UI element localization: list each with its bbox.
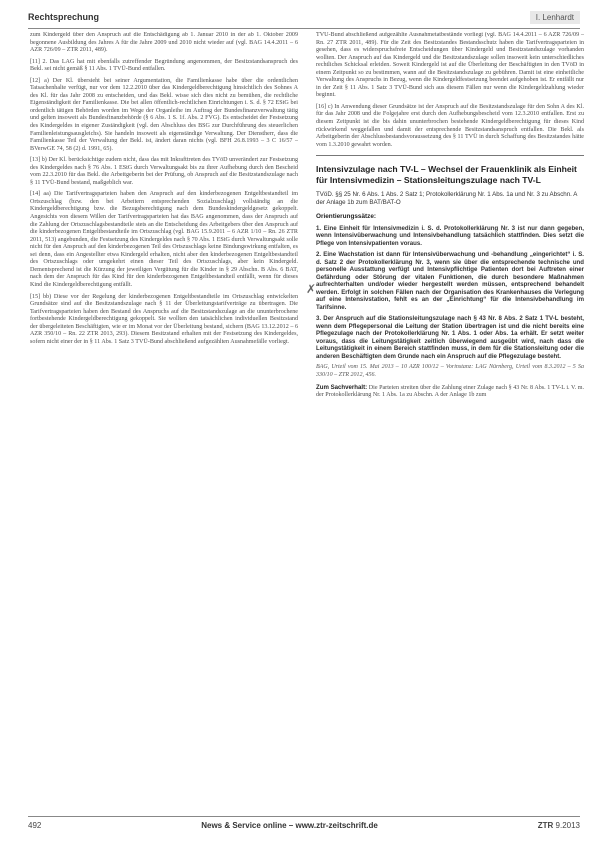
- article-divider: [316, 155, 584, 156]
- orientation-heading: Orientierungssätze:: [316, 213, 377, 221]
- right-column: [316, 32, 584, 812]
- paragraph: [13] b) Der Kl. berücksichtige zudem nicht, dass das mit Inkrafttreten des TVöD unverändert zur Festsetzung des Kindergeldes nach § 76 Abs. 1 EStG durch Verwaltungsakt bis zu ihrer Aufhebung durch den Bescheid vom 22.3.2010 für das Bekl. die Arbeitgeberin bei der Prüfung, ob Anspruch auf die Besitzstandszulage nach § 11 TVÜ-Bund bestand, maßgeblich war.: [30, 157, 298, 186]
- court-citation: BAG, Urteil vom 15. Mai 2013 – 10 AZR 100/12 – Vorinstanz: LAG Nürnberg, Urteil vom 8.3.2012 – 5 Sa 330/10 – ZTR 2012, 456.: [316, 364, 584, 378]
- paragraph: zum Kindergeld über den Anspruch auf die Entschädigung ab 1. Januar 2010 in der ab 1. Oktober 2009 begonnene Ausbildung des Jahres A für die Jahre 2009 und 2010 nicht wieder auf (vgl. BAG 14.4.2011 – 6 AZR 726/09 – ZTR 2011, 489).: [30, 32, 298, 54]
- paragraph: [11] 2. Das LAG hat mit ebenfalls zutreffender Begründung angenommen, der Besitzstandsanspruch des Bekl. sei nicht gemäß § 11 Abs. 1 TVÜ-Bund entfallen.: [30, 58, 298, 73]
- margin-check-mark: ✗: [306, 282, 317, 296]
- journal-name: ZTR: [537, 820, 554, 830]
- left-column: [30, 32, 298, 812]
- page-number: 492: [28, 820, 42, 830]
- leitsatz: 2. Eine Wachstation ist dann für Intensivüberwachung und -behandlung „eingerichtet“ i. S. d. Satz 2 der Protokollerklärung Nr. 3, wenn sie über die entsprechende technische und personelle Ausstattung verfügt und Intensivpflichtige Patienten dort bei Auftreten einer Gefährdung oder Störung der vitalen Funktionen, die durch besondere Maßnahmen aufrechterhalten und/oder wieder hergestellt werden müssen, entsprechend behandelt werden. Erfolgt in solchen Fällen nach der Organisation des Krankenhauses die Verlegung auf eine Intensivstation, fehlt es an der „Einrichtung“ für die Intensivbehandlung im Tarifsinne.: [316, 251, 584, 311]
- section-title: Rechtsprechung: [28, 12, 100, 22]
- footer-website: News & Service online – www.ztr-zeitschrift.de: [201, 820, 378, 830]
- paragraph: [15] bb) Diese vor der Regelung der kinderbezogenen Entgeltbestandteile im Ortszuschlag entwickelten Grundsätze sind auf die Besitzstandszulage nach § 11 der Überleitungstarifverträge zu übertragen. Die Tarifvertragsparteien haben den Bestand des Anspruchs auf die Besitzstandszulage an die ununterbrochene fortbestehende Kindergeldberechtigung gekoppelt. Sie wollten den tatsächlichen individuellen Besitzstand der übergeleiteten Beschäftigten, wie er im Monat vor der Überleitung bestand, sichern (BAG 13.12.2012 – 6 AZR 350/10 – Rn. 22 ZTR 2013, 293). Diesem Besitzstand erhalten mit der Festsetzung des Kindergeldes, sofern nicht einer der in § 11 Abs. 1 Satz 3 TVÜ-Bund abschließend aufgezählten Ausnahmefälle vorliegt.: [30, 293, 298, 345]
- leitsatz: 3. Der Anspruch auf die Stationsleitungszulage nach § 43 Nr. 8 Abs. 2 Satz 1 TV-L besteht, wenn dem Pflegepersonal die Leitung der Station übertragen ist und die nicht bereits eine Pflegezulage nach der Protokollerklärung Nr. 1 Abs. 1 oder Abs. 1a erhält. Er setzt weiter voraus, dass die Leitungstätigkeit zeitlich überwiegend ausgeübt wird, nach dass die Leitungstätigkeit in einem Bereich stattfinden muss, in dem für die Stationsleitung oder die anderen Beschäftigten dem Grunde nach ein Anspruch auf die Pflegezulage besteht.: [316, 315, 584, 360]
- paragraph: TVÜ-Bund abschließend aufgezählte Ausnahmetatbestände vorliegt (vgl. BAG 14.4.2011 – 6 AZR 726/09 – Rn. 27 ZTR 2011, 489). Für die Zeit des Besitzstandes Bestandsschutz haben die Tarifvertragsparteien in gesehen, dass es widerspruchsfreie Entscheidungen über Kindergeld und Besitzstandszulage vorhanden wollten. Der Anspruch auf das Kindergeld und die Besitzstandszulage sollen insoweit kein unterschiedliches rechtliches Schicksal erleiden. Soweit Kindergeld ist auf die Überleitung der Beschäftigten in den TVöD in einem Zeitpunkt so zu bestimmen, wann auf die Besitzstandszulage zu gebühren. Damit ist eine einheitliche Verwaltung des Anspruchs in Bezug, wenn die Kindergeldfestsetzung beendet aufgehoben ist. Er entfällt nur in der Zeit § 11 Abs. 1 Satz 3 TVÜ-Bund sich aus diesem Fällen nur wenn die Kindergeldzahlung wieder beginnt.: [316, 32, 584, 99]
- leitsatz: 1. Eine Einheit für Intensivmedizin i. S. d. Protokollerklärung Nr. 3 ist nur dann gegeben, wenn Intensivüberwachung und Intensivbehandlung tatsächlich stattfinden. Dies setzt die Pflege von Intensivpatienten voraus.: [316, 224, 584, 247]
- paragraph: [16] c) In Anwendung dieser Grundsätze ist der Anspruch auf die Besitzstandszulage für den Sohn A des Kl. für das Jahr 2008 und die Folgejahre erst durch den Aufhebungsbescheid vom 12.3.2010 entfallen. Erst zu diesem Zeitpunkt ist die bis dahin ununterbrochen bestehende Kindergeldberechtigung für dieses Kind rückwirkend weggefallen und damit der entsprechende Besitzstandsanspruch entfallen. Die Bekl. als Arbeitgeberin der Abschlussbestandsvoraussetzung des § 11 TVÜ in durch Schaffung des Besitzstandes hätte vom 1.3.2010 gewahrt worden.: [316, 103, 584, 148]
- issue-number: 9.2013: [555, 820, 580, 830]
- page-footer: [28, 816, 580, 833]
- sachverhalt: [316, 384, 584, 400]
- article-title: Intensivzulage nach TV-L – Wechsel der Frauenklinik als Einheit für Intensivmedizin – Stationsleitungszulage nach TV-L: [316, 164, 577, 185]
- footer-journal-issue: [538, 821, 580, 830]
- article-legal-reference: TVöD. §§ 25 Nr. 6 Abs. 1 Abs. 2 Satz 1; Protokollerklärung Nr. 1 Abs. 1a und Nr. 3 zu Abschn. A der Anlage 1b zum BAT/BAT-O: [316, 191, 578, 206]
- page-header: [28, 6, 580, 29]
- sachverhalt-label: Zum Sachverhalt:: [316, 383, 368, 391]
- paragraph: [12] a) Der Kl. übersieht bei seiner Argumentation, die Familienkasse habe über die ordentlichen Tatsachenhalte verfügt, nur vor dem 12.2.2010 über das Kindergeldberechtigung hinsichtlich des Sohnes A des Kl. für das Jahr 2008 zu entscheiden, und das Bekl. wisse sich dies nicht zu bemühen, die rechtliche Eigenständigkeit der Familienkasse. Die bei allen öffentlich-rechtlichen Einrichtungen i. S. d. § 72 EStG bei ordentlich tätigen Behörden worden im Wege der Organleihe im Auftrag der Bundesfinanzverwaltung tätig und gelten insoweit als Bundesfinanzbehörde (§ 6 Abs. 1 S. 1f. Abs. 2 FVG). Es entscheidet der Festsetzung des Kindergeldes in eigener Zuständigkeit (vgl. den Abschluss des BSG zur Durchführung des steuerlichen Familienleistungsausgleichs). Sie handeln insoweit als eigenständige Verwaltung. Der Dienstherr, dass die Familienkasse Teil der Verwaltung der Bekl. ist, ändert daran nichts (vgl. BFH 26.8.1993 – 3 C 16/57 – BVerwGE 74, 58 (2) d. 1991, 65).: [30, 77, 298, 152]
- sachverhalt-text: Die Parteien streiten über die Zahlung einer Zulage nach § 43 Nr. 8 Abs. 1 TV-L i. V. m. der Protokollerklärung Nr. 1 Abs. 1a zu Abschn. A der Anlage 1b zum: [316, 384, 584, 399]
- paragraph: [14] aa) Die Tarifvertragsparteien haben den Anspruch auf den kinderbezogenen Entgeltbestandteil im Ortszuschlag (bzw. den bei Arbeitern entsprechenden Sozialzuschlag) vollständig an die Kindergeldberechtigung bzw. die Bezugsberechtigung nach dem Bundeskindergeldgesetz gekoppelt. Angesichts von diesem Willen der Tarifvertragsparteien hat das BAG angenommen, dass der Anspruch auf die Zahlung der Ortszuschlagsbestandteile stets an die Entscheidung des Arbeitgebers über den Anspruch auf die kinderbezogenen Entgeltbestandteile im Ortszuschlag (vgl. BAG 15.9.2011 – 6 AZR 1/10 – Rn. 26 ZTR 2011, 513) angebunden, die Festsetzung des Kindergeldes nach § 70 Abs. 1 EStG durch Verwaltungsakt solle nicht für den Anspruch auf den kinderbezogenen Teil des Ortszuschlags keine Bindungswirkung entfalten, es sei denn, dass ein Angestellter etwa Kindergeld erhalten, nicht aber den kinderbezogenen Entgeltbestandteil des Ortszuschlags oder umgekehrt einen dieser Teil des Ortszuschlags, aber kein Kindergeld. Dementsprechend ist die Kürzung der jeweiligen Vergütung für die Kinder in § 29 Abschn. B Abs. 6 BAT, nach dem der Anspruch für das Kind für den kinderbezogenen Entgeltbestandteil entfällt, wenn für dieses Kind die Kindergeldberechtigung entfällt.: [30, 191, 298, 288]
- author-label: I. Lenhardt: [530, 11, 580, 24]
